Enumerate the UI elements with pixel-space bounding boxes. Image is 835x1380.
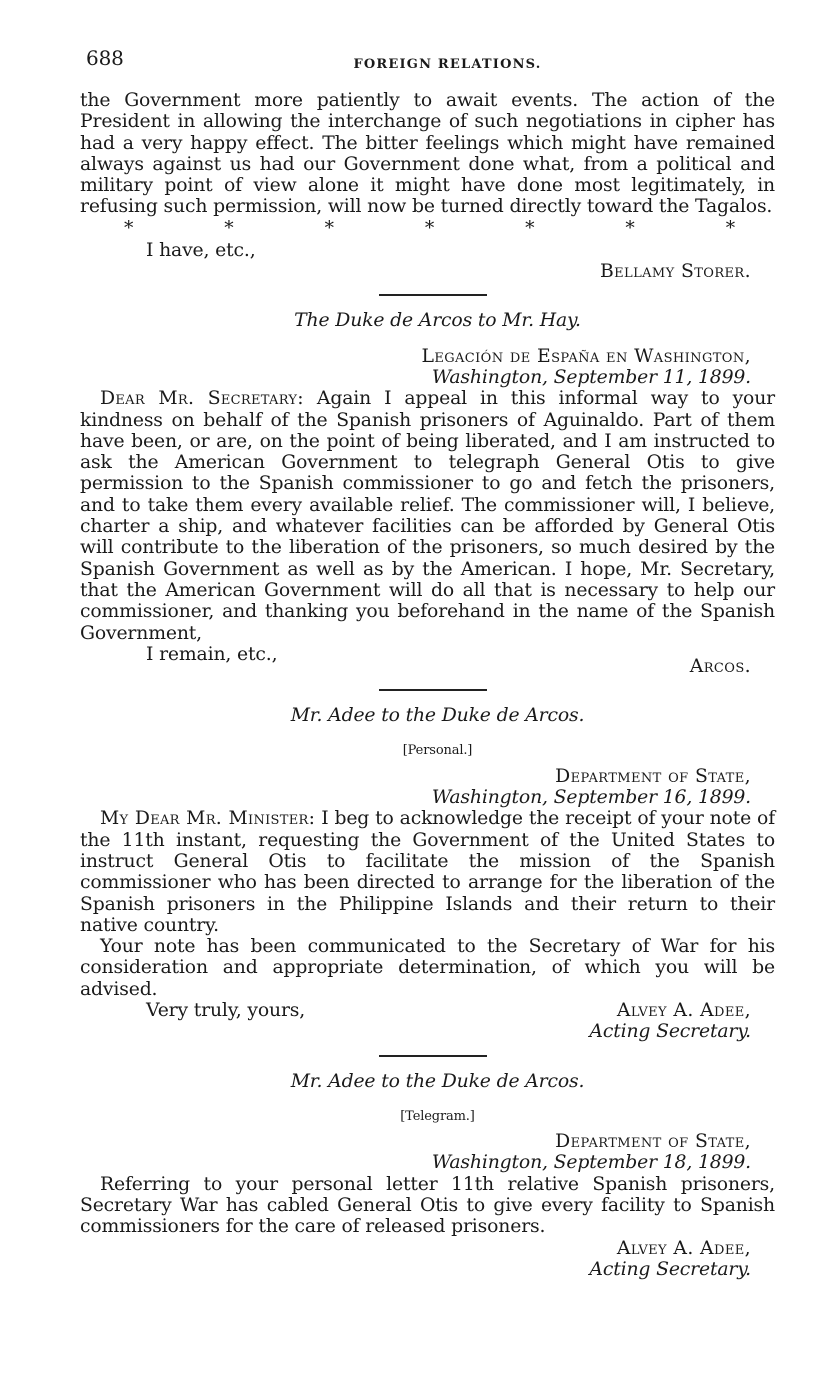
- running-head: FOREIGN RELATIONS.: [353, 57, 542, 72]
- letter2-body: [80, 808, 775, 936]
- document-page: [80, 44, 775, 1280]
- letter3-title: Mr. Adee to the Duke de Arcos.: [290, 1070, 585, 1092]
- page-number: 688: [86, 46, 124, 70]
- letter1-body: [80, 388, 775, 644]
- letter3-place: Department of State,: [555, 1131, 751, 1153]
- star: *: [324, 217, 334, 239]
- page-header: [80, 44, 775, 72]
- letter2-body-2: Your note has been communicated to the Secretary of War for his consideration and appropriate determination, of which you will be advised.: [80, 936, 775, 1000]
- letter2-date: Washington, September 16, 1899.: [431, 787, 751, 809]
- star: *: [224, 217, 234, 239]
- letter1-closing: I remain, etc.,: [146, 643, 278, 665]
- opening-closing: I have, etc.,: [146, 239, 256, 261]
- star: *: [625, 217, 635, 239]
- letter2-signature-title: Acting Secretary.: [589, 1021, 751, 1043]
- letter1-body-text: Again I appeal in this informal way to your kindness on behalf of the Spanish prisoners of Aguinaldo. Part of them have been, or are, on the point of being liberated, and I am instructed to ask the American Government to telegraph General Otis to give permission to the Spanish commissioner to go and fetch the prisoners, and to take them every available relief. The commissioner will, I believe, charter a ship, and whatever facilities can be afforded by General Otis will contribute to the liberation of the prisoners, so much desired by the Spanish Government as well as by the American. I hope, Mr. Secretary, that the American Government will do all that is necessary to help our commissioner, and thanking you beforehand in the name of the Spanish Government,: [80, 388, 775, 644]
- letter2-title: Mr. Adee to the Duke de Arcos.: [290, 705, 585, 727]
- letter2-body-text: I beg to acknowledge the receipt of your note of the 11th instant, requesting the Government of the United States to instruct General Otis to facilitate the mission of the Spanish commissioner who has been directed to arrange for the liberation of the Spanish prisoners in the Philippine Islands and their return to their native country.: [80, 808, 776, 936]
- letter3-signature-title: Acting Secretary.: [589, 1258, 751, 1280]
- letter3-signature: Alvey A. Adee,: [616, 1237, 751, 1259]
- section-divider: [379, 1055, 487, 1057]
- section-divider: [379, 294, 487, 296]
- letter1-date: Washington, September 11, 1899.: [431, 366, 751, 388]
- letter3-date: Washington, September 18, 1899.: [431, 1152, 751, 1174]
- letter1-salutation: Dear Mr. Secretary:: [100, 388, 304, 410]
- section-divider: [379, 689, 487, 691]
- letter2-signature: Alvey A. Adee,: [616, 999, 751, 1021]
- letter2-note: [Personal.]: [402, 743, 473, 759]
- ellipsis-stars: [80, 218, 775, 240]
- opening-paragraph: the Government more patiently to await events. The action of the President in allowing the interchange of such negotiations in cipher has had a very happy effect. The bitter feelings which might have remained always against us had our Government done what, from a political and military point of view alone it might have done most legitimately, in refusing such permission, will now be turned directly toward the Tagalos.: [80, 90, 775, 218]
- star: *: [525, 217, 535, 239]
- letter2-salutation: My Dear Mr. Minister:: [100, 808, 316, 830]
- letter1-place: Legación de España en Washington,: [421, 345, 751, 367]
- star: *: [424, 217, 435, 239]
- letter2-closing-row: [80, 1000, 775, 1021]
- letter1-title: The Duke de Arcos to Mr. Hay.: [294, 310, 581, 332]
- letter1-signature: Arcos.: [689, 655, 751, 677]
- letter3-note: [Telegram.]: [400, 1108, 475, 1124]
- star: *: [124, 217, 134, 239]
- star: *: [725, 217, 735, 239]
- letter1-closing-row: [80, 644, 775, 677]
- letter2-place: Department of State,: [555, 765, 751, 787]
- opening-signature: Bellamy Storer.: [599, 261, 751, 283]
- letter3-body: Referring to your personal letter 11th relative Spanish prisoners, Secretary War has cabled General Otis to give every facility to Spanish commissioners for the care of released prisoners.: [80, 1173, 775, 1238]
- letter2-closing: Very truly, yours,: [146, 999, 306, 1021]
